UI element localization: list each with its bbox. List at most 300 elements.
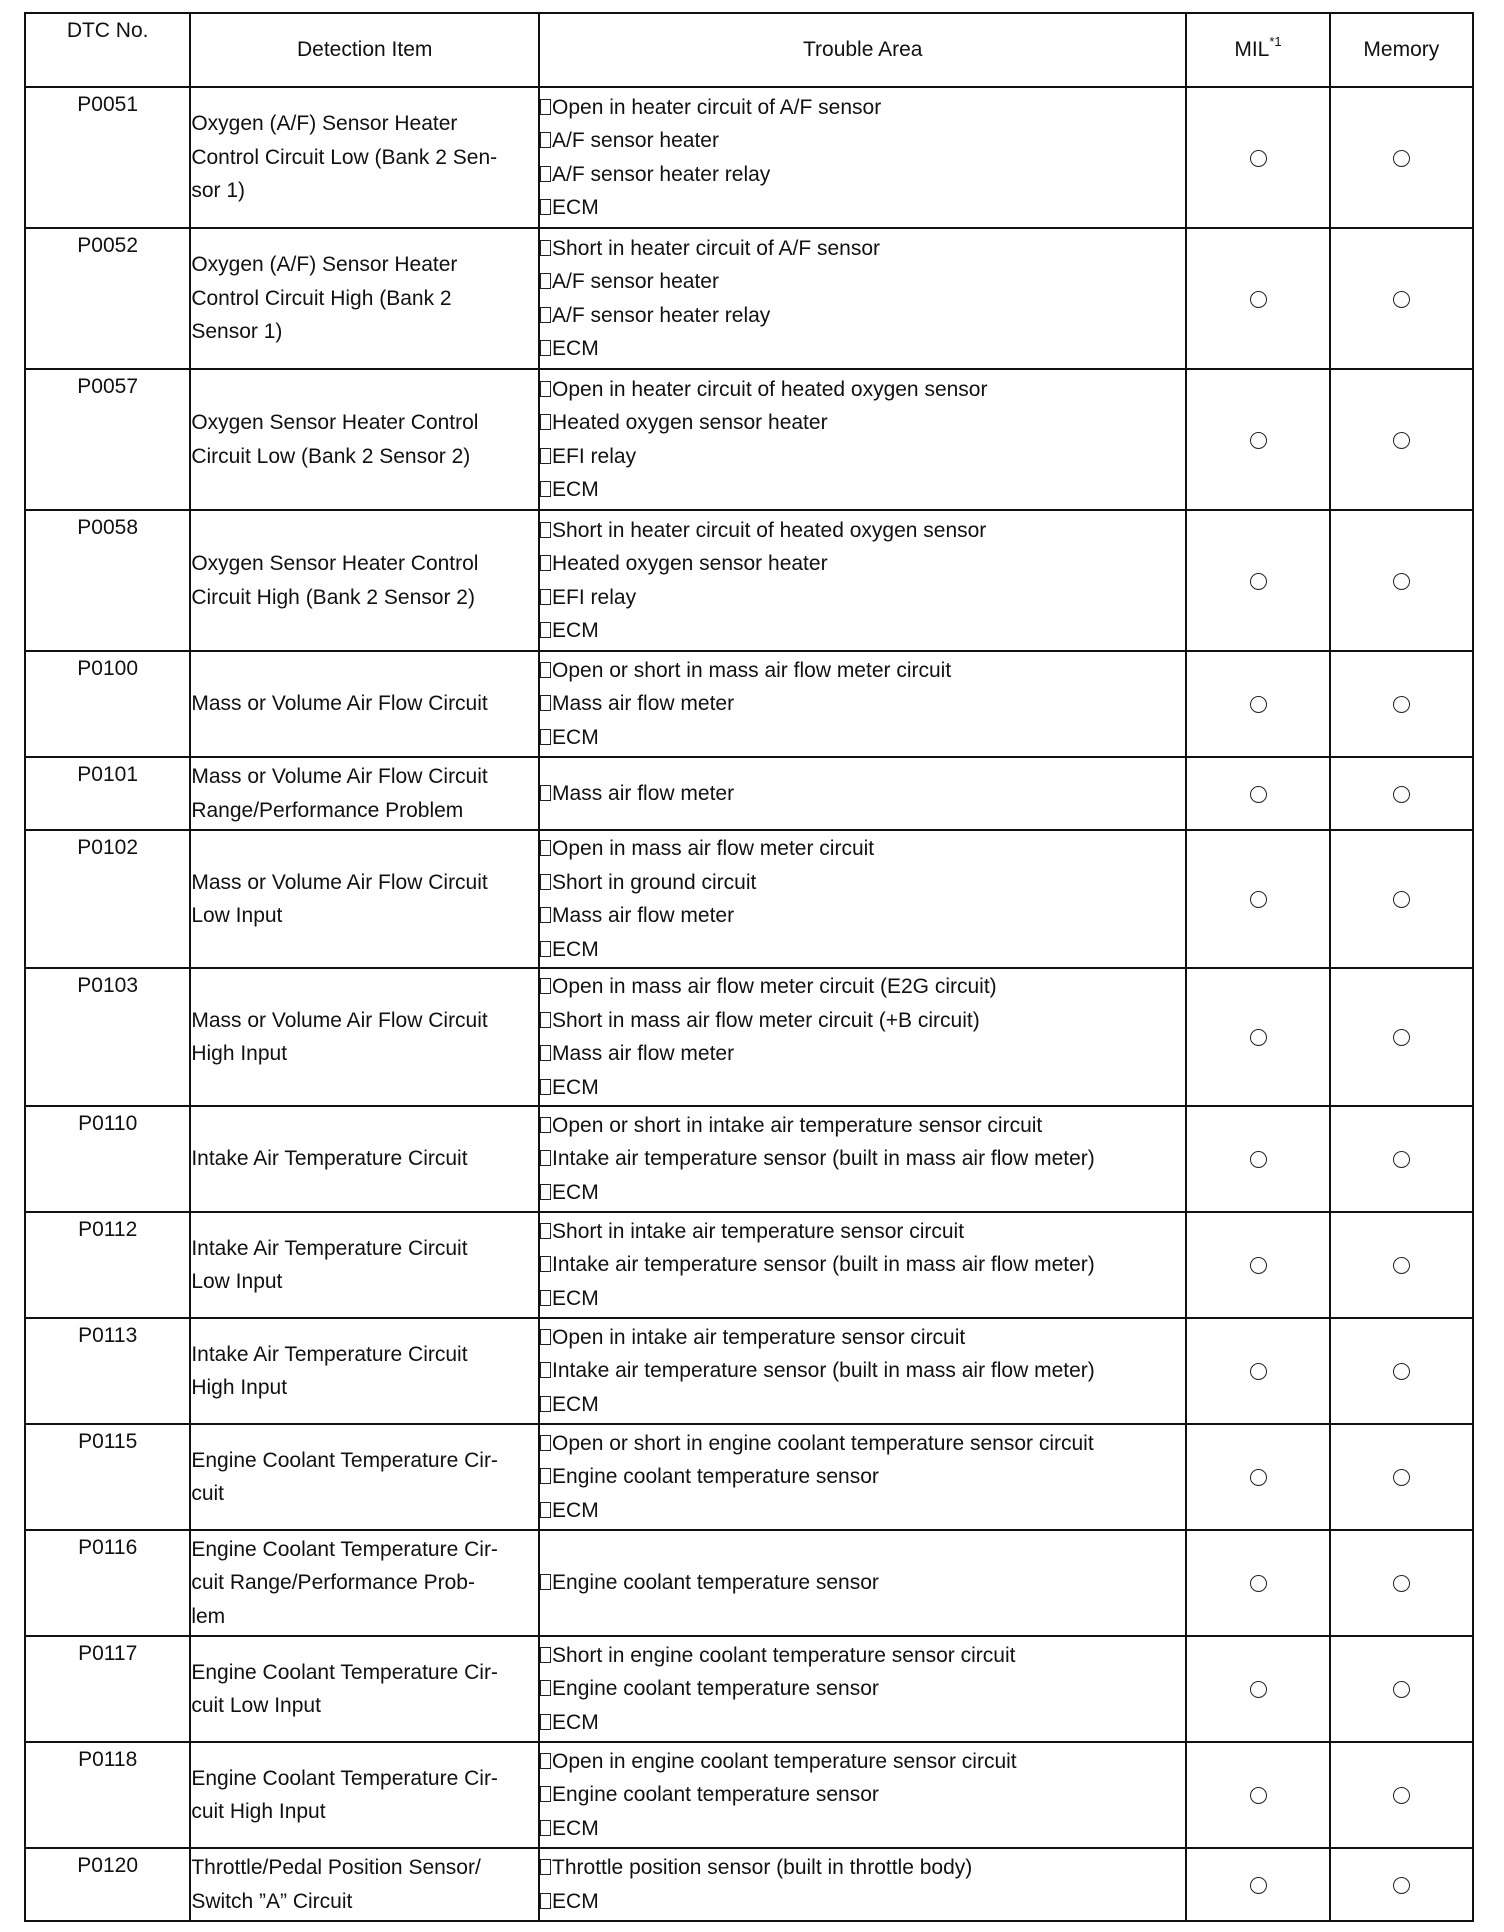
trouble-area-text: Throttle position sensor (built in throttle body) <box>552 1856 973 1879</box>
trouble-area-text: EFI relay <box>552 585 637 609</box>
memory-circle-icon <box>1393 291 1410 308</box>
checkbox-bullet-icon <box>540 522 551 538</box>
detection-item-line: Engine Coolant Temperature Cir- <box>191 1448 498 1472</box>
table-row <box>25 1636 1473 1742</box>
dtc-code: P0115 <box>25 1424 190 1530</box>
trouble-area <box>539 1318 1186 1424</box>
trouble-area-item <box>540 1354 1185 1388</box>
checkbox-bullet-icon <box>540 1786 551 1802</box>
trouble-area-text: EFI relay <box>552 444 637 468</box>
trouble-area-item <box>540 1706 1185 1740</box>
trouble-area <box>539 369 1186 510</box>
trouble-area <box>539 968 1186 1106</box>
checkbox-bullet-icon <box>540 1150 551 1166</box>
checkbox-bullet-icon <box>540 874 551 890</box>
checkbox-bullet-icon <box>540 1396 551 1412</box>
trouble-area-text: Heated oxygen sensor heater <box>552 552 828 575</box>
memory-circle-icon <box>1393 1575 1410 1592</box>
detection-item <box>190 1212 539 1318</box>
trouble-area-item <box>540 1388 1185 1422</box>
trouble-area-text: ECM <box>552 619 599 642</box>
trouble-area-item <box>540 970 1185 1004</box>
dtc-code: P0112 <box>25 1212 190 1318</box>
trouble-area-text: A/F sensor heater <box>552 129 719 152</box>
mil-circle-icon <box>1250 1469 1267 1486</box>
trouble-area <box>539 228 1186 369</box>
mil-cell <box>1186 830 1329 968</box>
mil-circle-icon <box>1250 696 1267 713</box>
dtc-code: P0117 <box>25 1636 190 1742</box>
trouble-area-item <box>540 581 1185 615</box>
trouble-area-item <box>540 547 1185 581</box>
mil-circle-icon <box>1250 1363 1267 1380</box>
trouble-area-text: Intake air temperature sensor (built in mass air flow meter) <box>552 1253 1095 1277</box>
detection-item-line: cuit Low Input <box>191 1694 321 1717</box>
mil-cell <box>1186 369 1329 510</box>
trouble-area-item <box>540 373 1185 407</box>
header-mil <box>1186 13 1329 87</box>
checkbox-bullet-icon <box>540 555 551 571</box>
checkbox-bullet-icon <box>540 132 551 148</box>
trouble-area-text: Open in mass air flow meter circuit (E2G circuit) <box>552 975 997 998</box>
trouble-area-text: Short in mass air flow meter circuit (+B circuit) <box>552 1008 980 1032</box>
detection-item <box>190 228 539 369</box>
memory-cell <box>1330 1212 1473 1318</box>
trouble-area-text: ECM <box>552 1710 599 1734</box>
trouble-area <box>539 1636 1186 1742</box>
dtc-code: P0118 <box>25 1742 190 1848</box>
trouble-area-item <box>540 654 1185 688</box>
mil-cell <box>1186 968 1329 1106</box>
trouble-area-item <box>540 866 1185 900</box>
trouble-area-item <box>540 1142 1185 1176</box>
dtc-code: P0057 <box>25 369 190 510</box>
memory-circle-icon <box>1393 1877 1410 1894</box>
checkbox-bullet-icon <box>540 729 551 745</box>
dtc-code: P0101 <box>25 757 190 830</box>
trouble-area-text: ECM <box>552 478 599 501</box>
trouble-area-text: Short in engine coolant temperature sensor circuit <box>552 1643 1016 1667</box>
trouble-area-item <box>540 777 1185 811</box>
table-row <box>25 1212 1473 1318</box>
trouble-area-text: ECM <box>552 1498 599 1522</box>
trouble-area-text: Mass air flow meter <box>552 1042 735 1065</box>
checkbox-bullet-icon <box>540 240 551 256</box>
trouble-area-item <box>540 473 1185 507</box>
checkbox-bullet-icon <box>540 1502 551 1518</box>
mil-circle-icon <box>1250 432 1267 449</box>
checkbox-bullet-icon <box>540 1079 551 1095</box>
mil-circle-icon <box>1250 291 1267 308</box>
table-row <box>25 651 1473 757</box>
trouble-area-text: Short in ground circuit <box>552 870 757 894</box>
memory-cell <box>1330 1636 1473 1742</box>
memory-cell <box>1330 1742 1473 1848</box>
checkbox-bullet-icon <box>540 785 551 801</box>
detection-item-line: Range/Performance Problem <box>191 798 464 822</box>
trouble-area-text: A/F sensor heater <box>552 270 719 293</box>
trouble-area-text: Short in heater circuit of heated oxygen sensor <box>552 518 987 542</box>
detection-item-line: Low Input <box>191 904 283 927</box>
memory-circle-icon <box>1393 1363 1410 1380</box>
trouble-area-item <box>540 232 1185 266</box>
trouble-area-item <box>540 1566 1185 1600</box>
detection-item <box>190 651 539 757</box>
trouble-area <box>539 1212 1186 1318</box>
mil-cell <box>1186 651 1329 757</box>
detection-item-line: Circuit High (Bank 2 Sensor 2) <box>191 585 475 609</box>
memory-circle-icon <box>1393 1681 1410 1698</box>
memory-cell <box>1330 1848 1473 1921</box>
trouble-area-item <box>540 191 1185 225</box>
trouble-area-item <box>540 332 1185 366</box>
mil-circle-icon <box>1250 1681 1267 1698</box>
mil-cell <box>1186 757 1329 830</box>
trouble-area-item <box>540 1109 1185 1143</box>
detection-item <box>190 1636 539 1742</box>
table-row <box>25 1318 1473 1424</box>
memory-circle-icon <box>1393 786 1410 803</box>
dtc-code: P0110 <box>25 1106 190 1212</box>
detection-item-line: Oxygen Sensor Heater Control <box>191 552 479 575</box>
detection-item-line: sor 1) <box>191 179 246 203</box>
header-trouble-area: Trouble Area <box>539 13 1186 87</box>
memory-cell <box>1330 1530 1473 1636</box>
table-body <box>25 87 1473 1921</box>
checkbox-bullet-icon <box>540 1820 551 1836</box>
memory-cell <box>1330 830 1473 968</box>
detection-item-line: cuit Range/Performance Prob- <box>191 1571 475 1595</box>
detection-item <box>190 830 539 968</box>
trouble-area-text: Open in heater circuit of heated oxygen sensor <box>552 377 988 401</box>
detection-item-line: Oxygen (A/F) Sensor Heater <box>191 253 458 277</box>
header-dtc-no: DTC No. <box>25 13 190 87</box>
detection-item <box>190 369 539 510</box>
trouble-area-item <box>540 158 1185 192</box>
checkbox-bullet-icon <box>540 1435 551 1451</box>
trouble-area-text: ECM <box>552 1286 599 1310</box>
checkbox-bullet-icon <box>540 622 551 638</box>
detection-item-line: Control Circuit High (Bank 2 <box>191 286 452 310</box>
trouble-area-text: ECM <box>552 1889 599 1913</box>
mil-cell <box>1186 1106 1329 1212</box>
trouble-area-item <box>540 1494 1185 1528</box>
trouble-area-text: Open in mass air flow meter circuit <box>552 837 875 860</box>
memory-circle-icon <box>1393 1029 1410 1046</box>
table-row <box>25 1106 1473 1212</box>
checkbox-bullet-icon <box>540 695 551 711</box>
trouble-area-item <box>540 1885 1185 1919</box>
dtc-code: P0113 <box>25 1318 190 1424</box>
mil-circle-icon <box>1250 573 1267 590</box>
dtc-code: P0120 <box>25 1848 190 1921</box>
checkbox-bullet-icon <box>540 1329 551 1345</box>
memory-circle-icon <box>1393 1469 1410 1486</box>
memory-cell <box>1330 1424 1473 1530</box>
trouble-area <box>539 830 1186 968</box>
checkbox-bullet-icon <box>540 1362 551 1378</box>
trouble-area-text: A/F sensor heater relay <box>552 303 771 327</box>
trouble-area-text: Intake air temperature sensor (built in mass air flow meter) <box>552 1359 1095 1383</box>
detection-item <box>190 1106 539 1212</box>
detection-item-line: Mass or Volume Air Flow Circuit <box>191 1008 488 1032</box>
detection-item <box>190 1848 539 1921</box>
mil-circle-icon <box>1250 1029 1267 1046</box>
detection-item-line: Circuit Low (Bank 2 Sensor 2) <box>191 444 471 468</box>
trouble-area <box>539 1106 1186 1212</box>
trouble-area-text: Open in intake air temperature sensor circuit <box>552 1325 966 1349</box>
trouble-area-item <box>540 406 1185 440</box>
detection-item <box>190 1530 539 1636</box>
memory-circle-icon <box>1393 696 1410 713</box>
checkbox-bullet-icon <box>540 941 551 957</box>
trouble-area-text: Engine coolant temperature sensor <box>552 1677 879 1701</box>
trouble-area <box>539 510 1186 651</box>
trouble-area-item <box>540 1427 1185 1461</box>
mil-cell <box>1186 510 1329 651</box>
detection-item <box>190 87 539 228</box>
checkbox-bullet-icon <box>540 99 551 115</box>
trouble-area-text: Heated oxygen sensor heater <box>552 411 828 434</box>
detection-item-line: Intake Air Temperature Circuit <box>191 1342 468 1366</box>
trouble-area-item <box>540 614 1185 648</box>
trouble-area-item <box>540 1851 1185 1885</box>
memory-cell <box>1330 1318 1473 1424</box>
checkbox-bullet-icon <box>540 1290 551 1306</box>
trouble-area-text: ECM <box>552 1392 599 1416</box>
trouble-area-text: ECM <box>552 1075 599 1099</box>
checkbox-bullet-icon <box>540 1468 551 1484</box>
checkbox-bullet-icon <box>540 978 551 994</box>
trouble-area <box>539 1424 1186 1530</box>
trouble-area-text: ECM <box>552 725 599 749</box>
detection-item-line: Engine Coolant Temperature Cir- <box>191 1766 498 1790</box>
dtc-code: P0102 <box>25 830 190 968</box>
checkbox-bullet-icon <box>540 166 551 182</box>
trouble-area-text: Engine coolant temperature sensor <box>552 1571 879 1595</box>
trouble-area <box>539 1742 1186 1848</box>
memory-circle-icon <box>1393 573 1410 590</box>
trouble-area-item <box>540 1215 1185 1249</box>
trouble-area <box>539 87 1186 228</box>
trouble-area-text: Engine coolant temperature sensor <box>552 1783 879 1807</box>
trouble-area <box>539 1848 1186 1921</box>
checkbox-bullet-icon <box>540 1223 551 1239</box>
mil-cell <box>1186 1530 1329 1636</box>
checkbox-bullet-icon <box>540 662 551 678</box>
trouble-area-text: ECM <box>552 196 599 219</box>
trouble-area-item <box>540 440 1185 474</box>
checkbox-bullet-icon <box>540 1680 551 1696</box>
table-row <box>25 228 1473 369</box>
table-row <box>25 1742 1473 1848</box>
header-detection-item: Detection Item <box>190 13 539 87</box>
checkbox-bullet-icon <box>540 907 551 923</box>
table-row <box>25 369 1473 510</box>
trouble-area-text: Mass air flow meter <box>552 904 735 927</box>
detection-item-line: Mass or Volume Air Flow Circuit <box>191 870 488 894</box>
dtc-code: P0051 <box>25 87 190 228</box>
detection-item <box>190 1742 539 1848</box>
detection-item-line: Intake Air Temperature Circuit <box>191 1147 468 1171</box>
trouble-area-item <box>540 1778 1185 1812</box>
detection-item-line: Oxygen Sensor Heater Control <box>191 411 479 434</box>
memory-circle-icon <box>1393 891 1410 908</box>
memory-cell <box>1330 757 1473 830</box>
detection-item-line: Sensor 1) <box>191 320 283 344</box>
table-row <box>25 87 1473 228</box>
trouble-area-item <box>540 1248 1185 1282</box>
trouble-area-text: ECM <box>552 1816 599 1840</box>
detection-item-line: cuit <box>191 1482 225 1505</box>
detection-item <box>190 757 539 830</box>
trouble-area-item <box>540 1004 1185 1038</box>
checkbox-bullet-icon <box>540 448 551 464</box>
memory-circle-icon <box>1393 432 1410 449</box>
trouble-area-item <box>540 1176 1185 1210</box>
checkbox-bullet-icon <box>540 1045 551 1061</box>
trouble-area-item <box>540 265 1185 299</box>
header-memory: Memory <box>1330 13 1473 87</box>
detection-item-line: Low Input <box>191 1270 283 1293</box>
detection-item-line: Oxygen (A/F) Sensor Heater <box>191 112 458 136</box>
trouble-area-item <box>540 687 1185 721</box>
trouble-area-item <box>540 933 1185 967</box>
checkbox-bullet-icon <box>540 1184 551 1200</box>
trouble-area-item <box>540 832 1185 866</box>
mil-cell <box>1186 1318 1329 1424</box>
detection-item-line: High Input <box>191 1042 288 1065</box>
memory-circle-icon <box>1393 1257 1410 1274</box>
memory-cell <box>1330 510 1473 651</box>
detection-item-line: Engine Coolant Temperature Cir- <box>191 1537 498 1561</box>
trouble-area-text: ECM <box>552 937 599 961</box>
detection-item <box>190 1424 539 1530</box>
trouble-area-text: Mass air flow meter <box>552 692 735 716</box>
dtc-code: P0100 <box>25 651 190 757</box>
memory-circle-icon <box>1393 1151 1410 1168</box>
checkbox-bullet-icon <box>540 307 551 323</box>
checkbox-bullet-icon <box>540 1574 551 1590</box>
mil-circle-icon <box>1250 1877 1267 1894</box>
header-row <box>25 13 1473 87</box>
detection-item-line: Throttle/Pedal Position Sensor/ <box>191 1856 481 1879</box>
trouble-area-item <box>540 1460 1185 1494</box>
detection-item <box>190 1318 539 1424</box>
trouble-area-item <box>540 899 1185 933</box>
table-row <box>25 1424 1473 1530</box>
detection-item-line: High Input <box>191 1376 288 1399</box>
detection-item-line: Control Circuit Low (Bank 2 Sen- <box>191 145 498 169</box>
checkbox-bullet-icon <box>540 381 551 397</box>
detection-item-line: Mass or Volume Air Flow Circuit <box>191 692 488 716</box>
mil-cell <box>1186 228 1329 369</box>
trouble-area-item <box>540 91 1185 125</box>
dtc-table <box>24 12 1474 1922</box>
trouble-area-text: Short in heater circuit of A/F sensor <box>552 236 881 260</box>
checkbox-bullet-icon <box>540 1256 551 1272</box>
detection-item <box>190 968 539 1106</box>
detection-item-line: cuit High Input <box>191 1800 326 1823</box>
trouble-area-text: ECM <box>552 337 599 360</box>
trouble-area-text: Open in engine coolant temperature sensor circuit <box>552 1749 1017 1773</box>
mil-cell <box>1186 1742 1329 1848</box>
detection-item <box>190 510 539 651</box>
trouble-area-text: Open or short in intake air temperature sensor circuit <box>552 1113 1043 1137</box>
detection-item-line: Engine Coolant Temperature Cir- <box>191 1660 498 1684</box>
table-row <box>25 1530 1473 1636</box>
memory-cell <box>1330 228 1473 369</box>
mil-circle-icon <box>1250 1787 1267 1804</box>
trouble-area <box>539 757 1186 830</box>
checkbox-bullet-icon <box>540 1012 551 1028</box>
header-mil-footnote: *1 <box>1269 34 1282 50</box>
mil-circle-icon <box>1250 786 1267 803</box>
checkbox-bullet-icon <box>540 414 551 430</box>
table-row <box>25 1848 1473 1921</box>
table-row <box>25 757 1473 830</box>
checkbox-bullet-icon <box>540 481 551 497</box>
dtc-code: P0052 <box>25 228 190 369</box>
trouble-area-item <box>540 1639 1185 1673</box>
trouble-area-item <box>540 514 1185 548</box>
trouble-area <box>539 1530 1186 1636</box>
detection-item-line: Mass or Volume Air Flow Circuit <box>191 765 488 788</box>
dtc-code: P0103 <box>25 968 190 1106</box>
checkbox-bullet-icon <box>540 1714 551 1730</box>
memory-cell <box>1330 651 1473 757</box>
trouble-area-item <box>540 1672 1185 1706</box>
mil-circle-icon <box>1250 1151 1267 1168</box>
trouble-area-item <box>540 124 1185 158</box>
checkbox-bullet-icon <box>540 273 551 289</box>
table-row <box>25 510 1473 651</box>
checkbox-bullet-icon <box>540 1117 551 1133</box>
trouble-area-item <box>540 1071 1185 1105</box>
trouble-area-text: Intake air temperature sensor (built in mass air flow meter) <box>552 1147 1095 1171</box>
trouble-area-text: Open or short in engine coolant temperature sensor circuit <box>552 1431 1094 1455</box>
checkbox-bullet-icon <box>540 840 551 856</box>
trouble-area-text: ECM <box>552 1180 599 1204</box>
detection-item-line: Intake Air Temperature Circuit <box>191 1236 468 1260</box>
mil-cell <box>1186 1848 1329 1921</box>
trouble-area <box>539 651 1186 757</box>
trouble-area-item <box>540 1037 1185 1071</box>
trouble-area-text: A/F sensor heater relay <box>552 162 771 186</box>
memory-cell <box>1330 87 1473 228</box>
dtc-code: P0058 <box>25 510 190 651</box>
mil-cell <box>1186 1424 1329 1530</box>
mil-circle-icon <box>1250 1575 1267 1592</box>
checkbox-bullet-icon <box>540 1893 551 1909</box>
header-mil-label: MIL <box>1234 38 1270 62</box>
trouble-area-item <box>540 299 1185 333</box>
mil-circle-icon <box>1250 150 1267 167</box>
trouble-area-text: Open or short in mass air flow meter circuit <box>552 658 952 682</box>
trouble-area-text: Mass air flow meter <box>552 781 735 805</box>
checkbox-bullet-icon <box>540 340 551 356</box>
mil-circle-icon <box>1250 1257 1267 1274</box>
trouble-area-text: Short in intake air temperature sensor circuit <box>552 1219 965 1243</box>
trouble-area-item <box>540 1321 1185 1355</box>
trouble-area-item <box>540 1745 1185 1779</box>
table-row <box>25 830 1473 968</box>
mil-cell <box>1186 87 1329 228</box>
table-row <box>25 968 1473 1106</box>
checkbox-bullet-icon <box>540 1647 551 1663</box>
trouble-area-text: Open in heater circuit of A/F sensor <box>552 95 882 119</box>
checkbox-bullet-icon <box>540 199 551 215</box>
